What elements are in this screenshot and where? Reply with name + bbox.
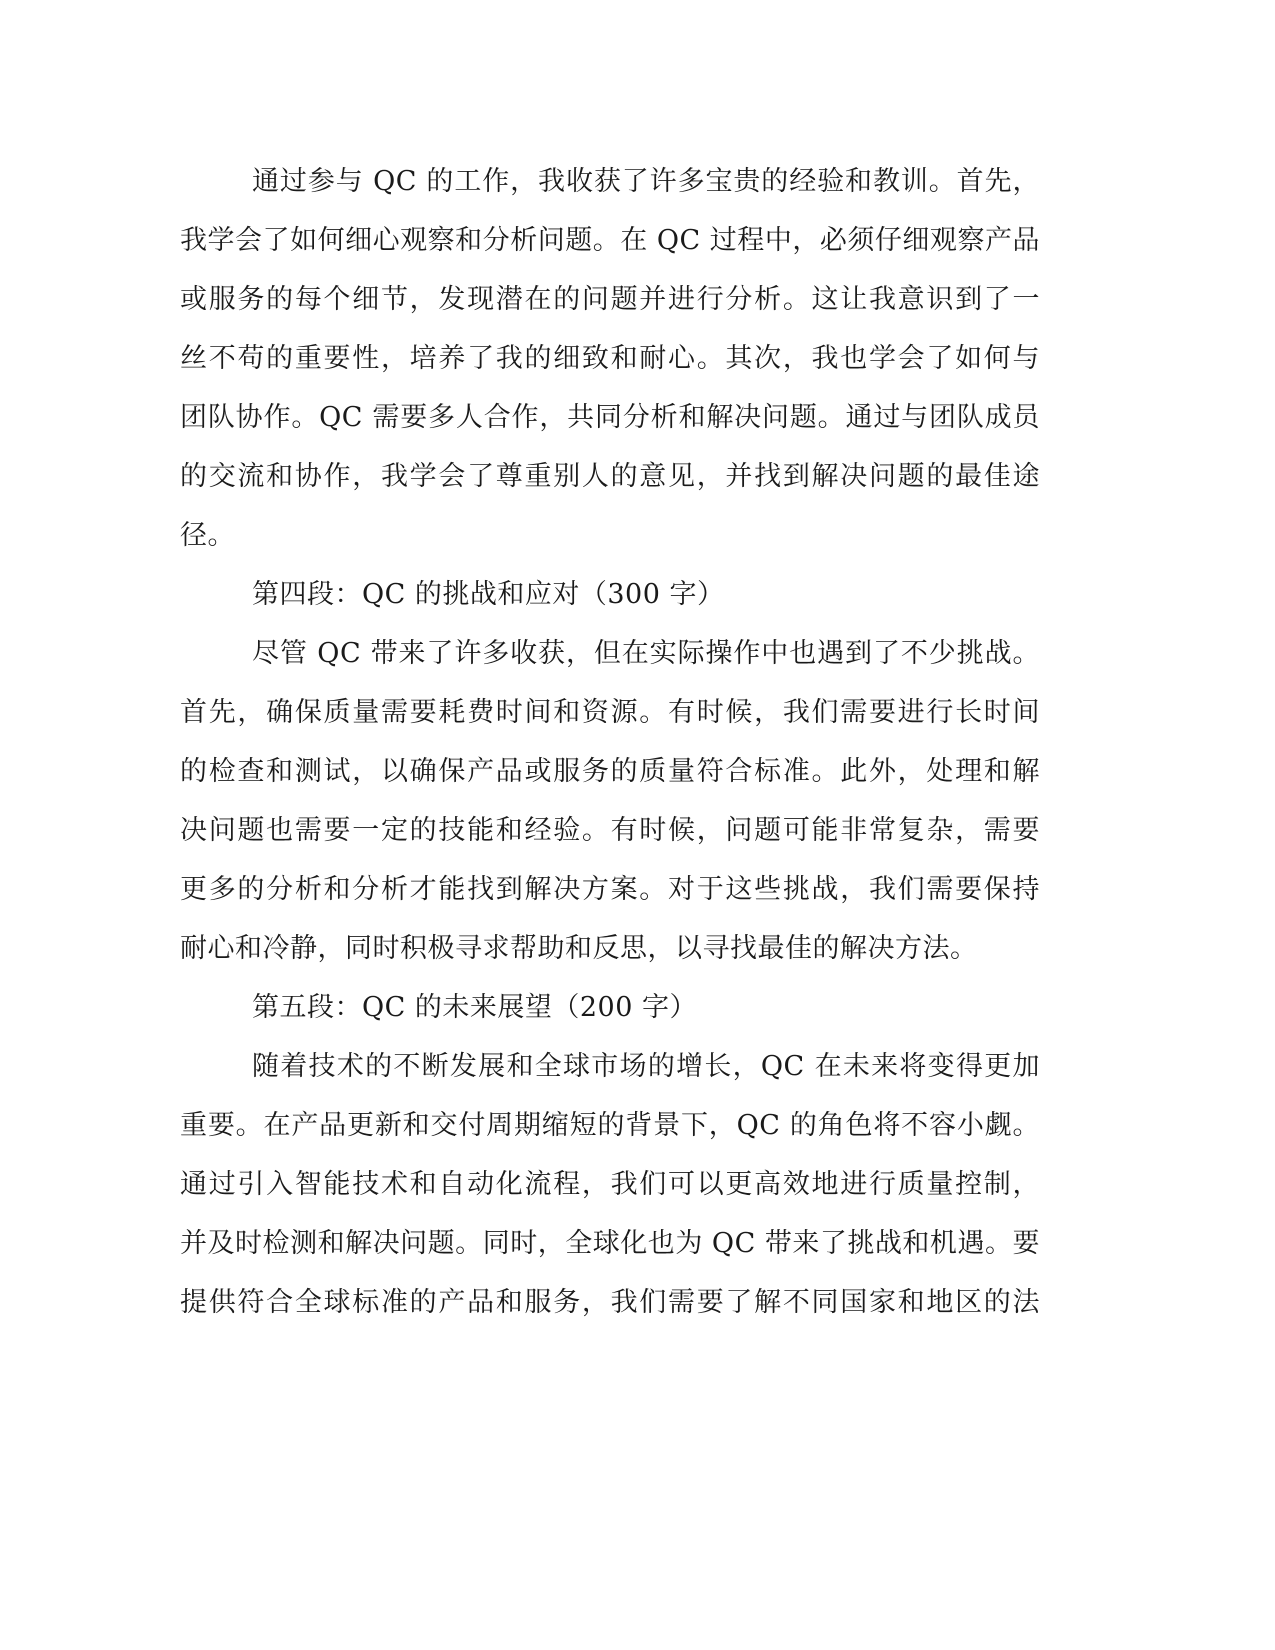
paragraph-3-line-6: 的交流和协作，我学会了尊重别人的意见，并找到解决问题的最佳途 <box>180 461 1040 492</box>
paragraph-3-line-5: 团队协作。QC 需要多人合作，共同分析和解决问题。通过与团队成员 <box>180 402 1040 433</box>
paragraph-3-line-3: 或服务的每个细节，发现潜在的问题并进行分析。这让我意识到了一 <box>180 284 1040 315</box>
paragraph-5-line-3: 通过引入智能技术和自动化流程，我们可以更高效地进行质量控制， <box>180 1169 1040 1200</box>
paragraph-4-line-4: 决问题也需要一定的技能和经验。有时候，问题可能非常复杂，需要 <box>180 815 1040 846</box>
paragraph-4-line-5: 更多的分析和分析才能找到解决方案。对于这些挑战，我们需要保持 <box>180 874 1040 905</box>
paragraph-3-line-1: 通过参与 QC 的工作，我收获了许多宝贵的经验和教训。首先， <box>252 166 1040 197</box>
document-body <box>180 152 1040 1332</box>
paragraph-3-line-7: 径。 <box>180 520 235 551</box>
paragraph-4-line-2: 首先，确保质量需要耗费时间和资源。有时候，我们需要进行长时间 <box>180 697 1040 728</box>
paragraph-5-line-5: 提供符合全球标准的产品和服务，我们需要了解不同国家和地区的法 <box>180 1287 1040 1318</box>
paragraph-4-line-6: 耐心和冷静，同时积极寻求帮助和反思，以寻找最佳的解决方法。 <box>180 933 978 964</box>
paragraph-3-line-4: 丝不苟的重要性，培养了我的细致和耐心。其次，我也学会了如何与 <box>180 343 1040 374</box>
paragraph-4-line-3: 的检查和测试，以确保产品或服务的质量符合标准。此外，处理和解 <box>180 756 1040 787</box>
paragraph-3-line-2: 我学会了如何细心观察和分析问题。在 QC 过程中，必须仔细观察产品 <box>180 225 1040 256</box>
section-4-heading: 第四段：QC 的挑战和应对（300 字） <box>252 579 725 610</box>
paragraph-4-line-1: 尽管 QC 带来了许多收获，但在实际操作中也遇到了不少挑战。 <box>252 638 1040 669</box>
paragraph-5-line-2: 重要。在产品更新和交付周期缩短的背景下，QC 的角色将不容小觑。 <box>180 1110 1040 1141</box>
section-5-heading: 第五段：QC 的未来展望（200 字） <box>252 992 697 1023</box>
paragraph-5-line-4: 并及时检测和解决问题。同时，全球化也为 QC 带来了挑战和机遇。要 <box>180 1228 1040 1259</box>
paragraph-5-line-1: 随着技术的不断发展和全球市场的增长，QC 在未来将变得更加 <box>252 1051 1040 1082</box>
